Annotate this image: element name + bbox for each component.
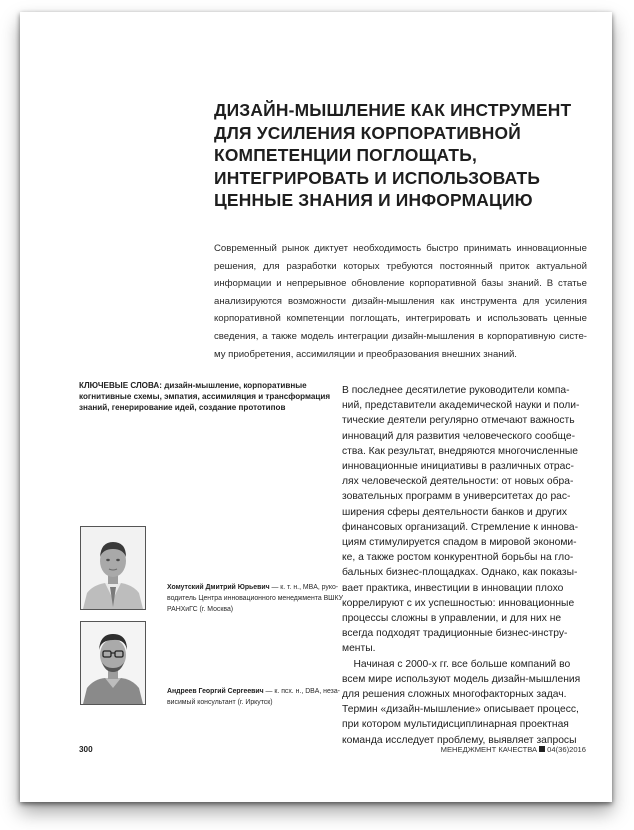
body-line: Начиная с 2000-х гг. все больше компаний во bbox=[342, 658, 571, 670]
journal-issue: 04(36)2016 bbox=[547, 745, 586, 754]
title-line: ДИЗАЙН-МЫШЛЕНИЕ КАК ИНСТРУМЕНТ bbox=[214, 100, 572, 120]
portrait-icon bbox=[81, 527, 145, 609]
author-credentials: — к. т. н., MBA, руко- bbox=[269, 584, 339, 591]
abstract-line: информации и непрерывное обновление корпоративной базы знаний. В статье bbox=[214, 278, 587, 290]
body-line: вает практика, инвестиции в инновации плохо bbox=[342, 582, 564, 594]
journal-footer bbox=[441, 745, 586, 754]
body-line: менты. bbox=[342, 643, 376, 655]
body-line: бальных бизнес-площадках. Однако, как показы- bbox=[342, 567, 578, 579]
body-line: ний, представители академической науки и поли- bbox=[342, 400, 580, 412]
body-line: инновационные инициативы в различных отрас- bbox=[342, 461, 574, 473]
author-caption-khomutsky bbox=[167, 582, 343, 615]
article-title bbox=[214, 99, 574, 212]
abstract-line: сведения, а также модель интеграции дизайн-мышления в корпоративную систе- bbox=[214, 330, 587, 342]
keywords-line: КЛЮЧЕВЫЕ СЛОВА: дизайн-мышление, корпоративные bbox=[79, 381, 307, 390]
body-line: лях человеческой деятельности: от новых обра- bbox=[342, 476, 574, 488]
title-line: КОМПЕТЕНЦИИ ПОГЛОЩАТЬ, bbox=[214, 145, 477, 165]
portrait-icon bbox=[81, 622, 145, 704]
body-line: тические деятели регулярно отмечают важность bbox=[342, 415, 575, 427]
body-line: всегда подходят традиционные бизнес-инстру- bbox=[342, 628, 568, 640]
journal-page bbox=[20, 12, 612, 802]
body-line: ства. Как результат, внедряются многочисленные bbox=[342, 445, 579, 457]
article-body bbox=[342, 383, 587, 748]
body-line: всем мире используют модель дизайн-мышления bbox=[342, 673, 581, 685]
author-affiliation: висимый консультант (г. Иркутск) bbox=[167, 699, 273, 706]
body-line: инноваций для развития человеческого сообще- bbox=[342, 430, 576, 442]
article-abstract bbox=[214, 240, 587, 363]
body-line: финансовых организаций. Стремление к иннова- bbox=[342, 521, 579, 533]
body-line: ке, а также ростом конкурентной борьбы на гло- bbox=[342, 552, 574, 564]
keywords-line: когнитивные схемы, эмпатия, ассимиляция и трансформация bbox=[79, 392, 331, 402]
author-photo-andreev bbox=[80, 621, 146, 705]
keywords-line: знаний, генерирование идей, создание прототипов bbox=[79, 403, 286, 413]
author-affiliation: РАНХиГС (г. Москва) bbox=[167, 606, 234, 613]
title-line: ИНТЕГРИРОВАТЬ И ИСПОЛЬЗОВАТЬ bbox=[214, 167, 541, 188]
body-line: для решения сложных многофакторных задач. bbox=[342, 689, 567, 701]
page-number: 300 bbox=[79, 745, 93, 754]
author-affiliation: водитель Центра инновационного менеджмента ВШКУ bbox=[167, 595, 343, 602]
author-credentials: — к. псх. н., DBA, неза- bbox=[263, 688, 340, 695]
body-line: В последнее десятилетие руководители компа- bbox=[342, 385, 570, 396]
author-name: Андреев Георгий Сергеевич bbox=[167, 688, 264, 695]
square-separator-icon bbox=[539, 746, 545, 752]
body-line: ширения сферы деятельности банков и других bbox=[342, 506, 568, 518]
body-line: процессы сложны в управлении, и для них не bbox=[342, 613, 562, 625]
body-line: Термин «дизайн-мышление» описывает процесс, bbox=[342, 704, 579, 716]
abstract-line: му приобретения, ассимиляции и преобразования внешних знаний. bbox=[214, 348, 517, 360]
abstract-line: решения, для разработки которых требуются постоянный приток актуальной bbox=[214, 260, 587, 272]
abstract-line: Современный рынок диктует необходимость быстро принимать инновационные bbox=[214, 243, 587, 254]
journal-name: МЕНЕДЖМЕНТ КАЧЕСТВА bbox=[440, 745, 538, 754]
author-name: Хомутский Дмитрий Юрьевич bbox=[167, 584, 270, 591]
abstract-line: корпоративной компетенции поглощать, интегрировать и использовать ценные bbox=[214, 313, 587, 325]
abstract-line: анализируются возможности дизайн-мышления как инструмента для усиления bbox=[214, 295, 587, 307]
body-line: коррелируют с их успешностью: инновационные bbox=[342, 597, 575, 609]
author-caption-andreev bbox=[167, 686, 340, 708]
body-line: при котором мультидисциплинарная проектная bbox=[342, 719, 569, 731]
title-line: ДЛЯ УСИЛЕНИЯ КОРПОРАТИВНОЙ bbox=[214, 122, 521, 143]
keywords bbox=[79, 380, 329, 414]
title-line: ЦЕННЫЕ ЗНАНИЯ И ИНФОРМАЦИЮ bbox=[214, 190, 533, 210]
author-photo-khomutsky bbox=[80, 526, 146, 610]
body-line: команда исследует проблему, выявляет запросы bbox=[342, 734, 577, 746]
body-line: циям стимулируется спадом в мировой экономи- bbox=[342, 537, 577, 549]
body-line: зовательных программ в университетах до рас- bbox=[342, 491, 571, 503]
